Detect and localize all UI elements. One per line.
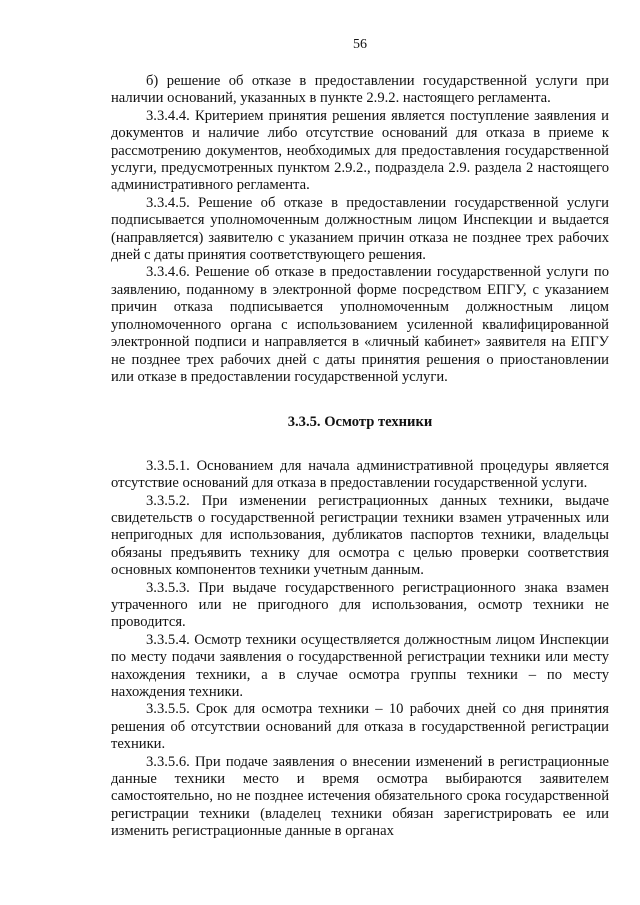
paragraph-3-3-5-5: 3.3.5.5. Срок для осмотра техники – 10 рабочих дней со дня принятия решения об отсутствии оснований для отказа в государственной регистрации техники. [111, 701, 609, 753]
paragraph-3-3-5-6: 3.3.5.6. При подаче заявления о внесении изменений в регистрационные данные техники место и время осмотра выбираются заявителем самостоятельно, но не позднее истечения обязательного срока государственной регистрации техники (владелец техники обязан зарегистрировать ее или изменить регистрационные данные в органах [111, 753, 609, 840]
page-number: 56 [353, 37, 367, 52]
paragraph-3-3-4-6: 3.3.4.6. Решение об отказе в предоставлении государственной услуги по заявлению, поданному в электронной форме посредством ЕПГУ, с указанием причин отказа подписывается уполномоченным должностным лицом уполномоченного органа с использованием усиленной квалифицированной электронной подписи и направляется в «личный кабинет» заявителя на ЕПГУ не позднее трех рабочих дней с даты принятия решения о приостановлении или отказе в предоставлении государственной услуги. [111, 264, 609, 385]
paragraph-3-3-5-4: 3.3.5.4. Осмотр техники осуществляется должностным лицом Инспекции по месту подачи заявления о государственной регистрации техники или месту нахождения техники, а в случае осмотра группы техники – по месту нахождения техники. [111, 631, 609, 700]
section-heading: 3.3.5. Осмотр техники [287, 414, 433, 431]
document-body [111, 73, 609, 841]
paragraph-3-3-5-2: 3.3.5.2. При изменении регистрационных данных техники, выдаче свидетельств о государственной регистрации техники взамен утраченных или непригодных для использования, дубликатов паспортов техники, владельцы обязаны предъявить технику для осмотра с целью проверки соответствия основных компонентов техники учетным данным. [111, 492, 609, 579]
document-page [111, 0, 609, 905]
paragraph-3-3-5-3: 3.3.5.3. При выдаче государственного регистрационного знака взамен утраченного или не пригодного для использования, осмотр техники не проводится. [111, 579, 609, 631]
paragraph-3-3-4-5: 3.3.4.5. Решение об отказе в предоставлении государственной услуги подписывается уполномоченным должностным лицом Инспекции и выдается (направляется) заявителю с указанием причин отказа не позднее трех рабочих дней с даты принятия соответствующего решения. [111, 194, 609, 264]
paragraph-item-b: б) решение об отказе в предоставлении государственной услуги при наличии оснований, указанных в пункте 2.9.2. настоящего регламента. [111, 73, 609, 107]
paragraph-3-3-5-1: 3.3.5.1. Основанием для начала административной процедуры является отсутствие оснований для отказа в предоставлении государственной услуги. [111, 457, 609, 492]
paragraph-3-3-4-4: 3.3.4.4. Критерием принятия решения является поступление заявления и документов и наличие либо отсутствие оснований для отказа в приеме к рассмотрению документов, необходимых для предоставления государственной услуги, предусмотренных пунктом 2.9.2., подраздела 2.9. раздела 2 настоящего административного регламента. [111, 107, 609, 194]
